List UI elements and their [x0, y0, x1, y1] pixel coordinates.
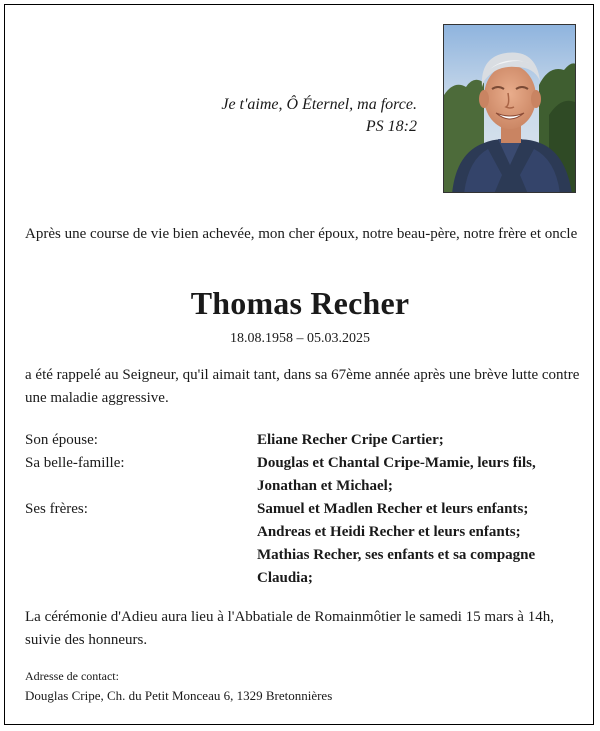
contact-label: Adresse de contact: [25, 669, 119, 683]
family-names [257, 498, 577, 590]
ceremony-text: La cérémonie d'Adieu aura lieu à l'Abbatiale de Romainmôtier le samedi 15 mars à 14h, suivie des honneurs. [25, 609, 554, 648]
family-name-line: Claudia; [257, 570, 313, 586]
family-name-line: Eliane Recher Cripe Cartier; [257, 432, 444, 448]
family-list [25, 429, 585, 590]
deceased-name: Thomas Recher [190, 285, 410, 321]
verse-reference: PS 18:2 [365, 118, 417, 135]
passing-text: a été rappelé au Seigneur, qu'il aimait tant, dans sa 67ème année après une brève lutte contre une maladie aggressive. [25, 367, 580, 406]
portrait-photo [443, 24, 576, 193]
contact-address: Douglas Cripe, Ch. du Petit Monceau 6, 1329 Bretonnières [25, 688, 333, 703]
verse-text: Je t'aime, Ô Éternel, ma force. [221, 96, 417, 113]
family-label: Ses frères: [25, 501, 88, 517]
bible-verse [221, 94, 417, 138]
family-name-line: Andreas et Heidi Recher et leurs enfants; [257, 524, 521, 540]
intro-text: Après une course de vie bien achevée, mon cher époux, notre beau-père, notre frère et oncle [25, 226, 578, 242]
family-label: Sa belle-famille: [25, 455, 125, 471]
family-row-spouse [25, 429, 585, 452]
family-row-in-laws [25, 452, 585, 498]
obituary-card [4, 4, 594, 725]
family-names [257, 429, 577, 452]
life-dates: 18.08.1958 – 05.03.2025 [230, 331, 370, 346]
family-name-line: Jonathan et Michael; [257, 478, 393, 494]
family-name-line: Mathias Recher, ses enfants et sa compagne [257, 547, 536, 563]
family-name-line: Samuel et Madlen Recher et leurs enfants; [257, 501, 529, 517]
family-row-brothers [25, 498, 585, 590]
family-label: Son épouse: [25, 432, 98, 448]
family-name-line: Douglas et Chantal Cripe-Mamie, leurs fils, [257, 455, 536, 471]
family-names [257, 452, 577, 498]
